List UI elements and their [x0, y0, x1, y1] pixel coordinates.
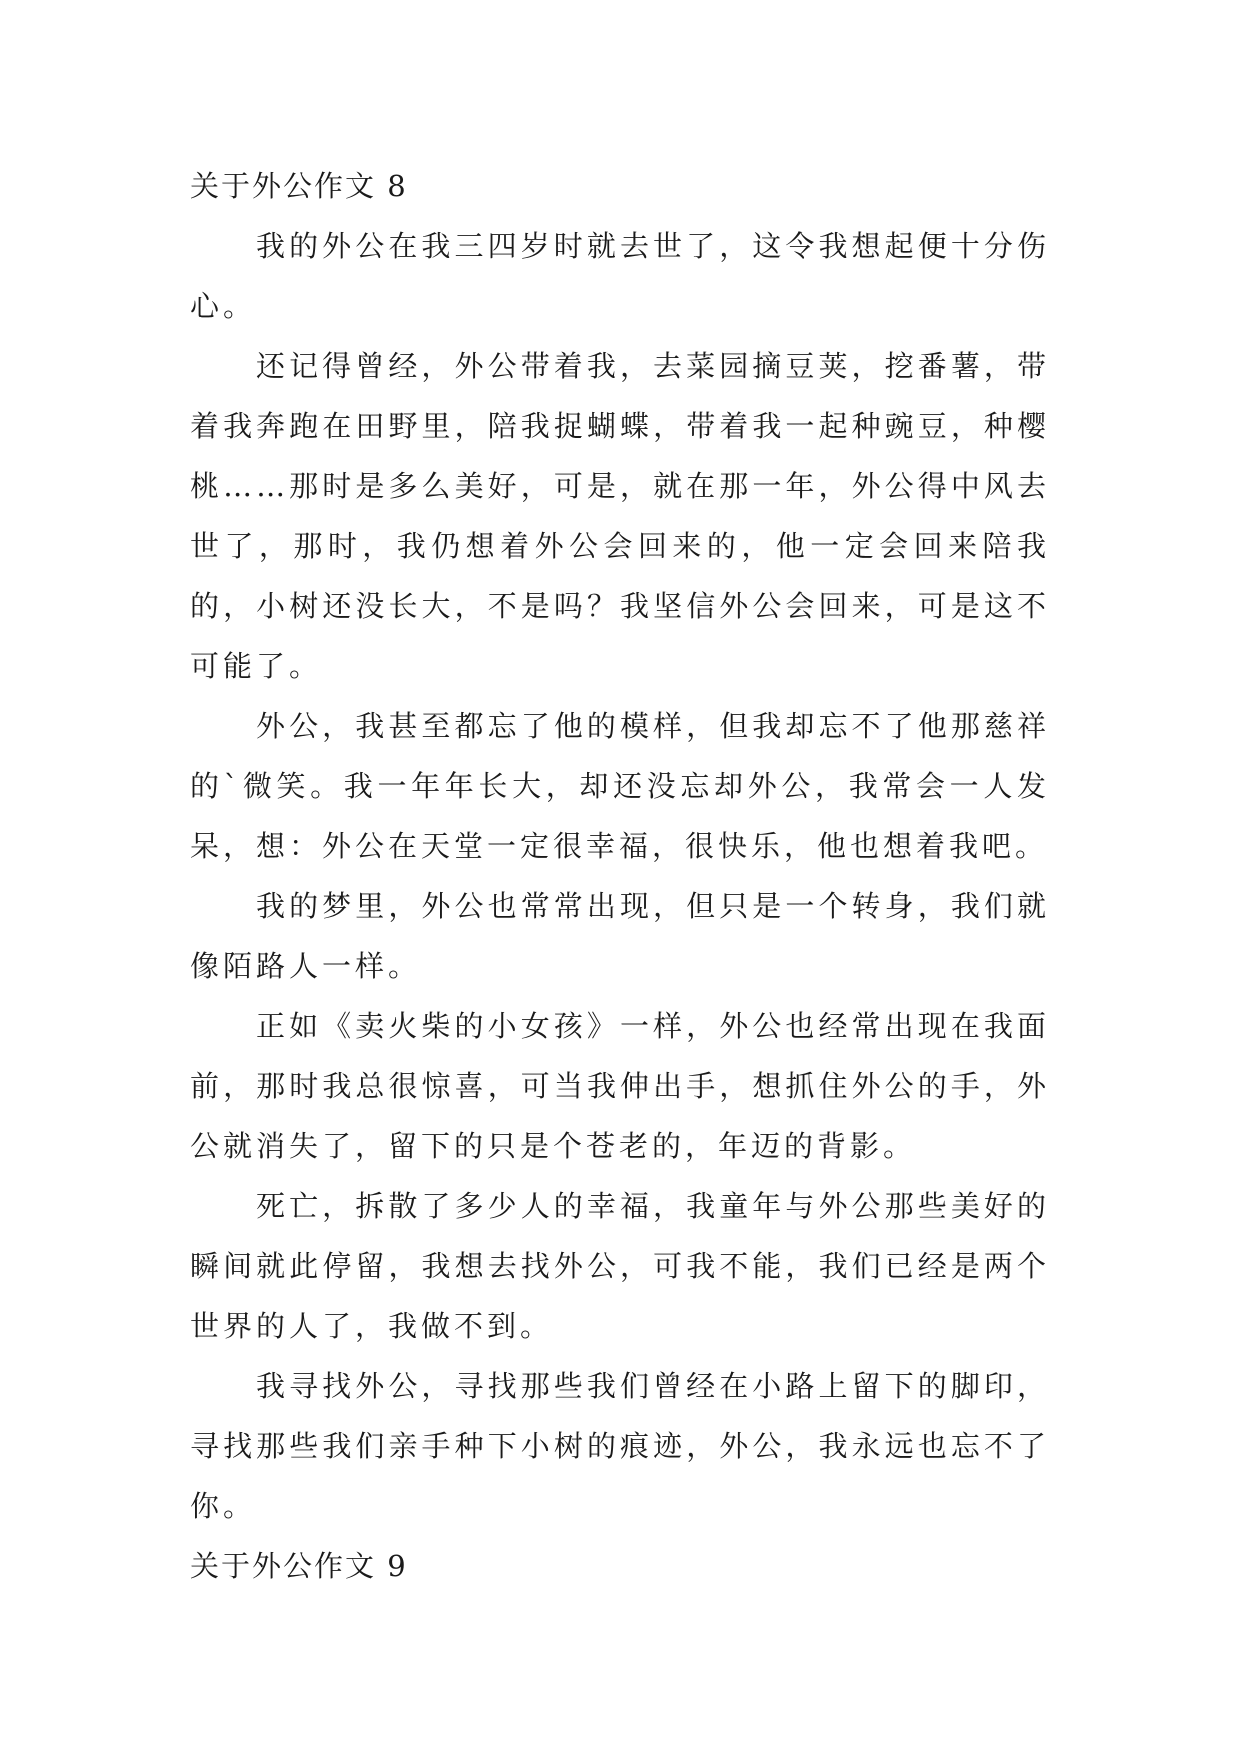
paragraph-3: 外公，我甚至都忘了他的模样，但我却忘不了他那慈祥的`微笑。我一年年长大，却还没忘却外公，我常会一人发呆，想：外公在天堂一定很幸福，很快乐，他也想着我吧。: [190, 709, 1050, 863]
paragraph-7: 我寻找外公，寻找那些我们曾经在小路上留下的脚印，寻找那些我们亲手种下小树的痕迹，外公，我永远也忘不了你。: [190, 1369, 1050, 1523]
essay-heading-9: 关于外公作文 9: [190, 1549, 408, 1583]
paragraph-4: 我的梦里，外公也常常出现，但只是一个转身，我们就像陌路人一样。: [190, 889, 1050, 983]
paragraph-6: 死亡，拆散了多少人的幸福，我童年与外公那些美好的瞬间就此停留，我想去找外公，可我不能，我们已经是两个世界的人了，我做不到。: [190, 1189, 1050, 1343]
paragraph-2: 还记得曾经，外公带着我，去菜园摘豆荚，挖番薯，带着我奔跑在田野里，陪我捉蝴蝶，带着我一起种豌豆，种樱桃……那时是多么美好，可是，就在那一年，外公得中风去世了，那时，我仍想着外公会回来的，他一定会回来陪我的，小树还没长大，不是吗？我坚信外公会回来，可是这不可能了。: [190, 349, 1050, 683]
document-body: [190, 156, 1050, 1596]
paragraph-5: 正如《卖火柴的小女孩》一样，外公也经常出现在我面前，那时我总很惊喜，可当我伸出手，想抓住外公的手，外公就消失了，留下的只是个苍老的，年迈的背影。: [190, 1009, 1050, 1163]
essay-heading-8: 关于外公作文 8: [190, 169, 408, 203]
paragraph-1: 我的外公在我三四岁时就去世了，这令我想起便十分伤心。: [190, 229, 1050, 323]
